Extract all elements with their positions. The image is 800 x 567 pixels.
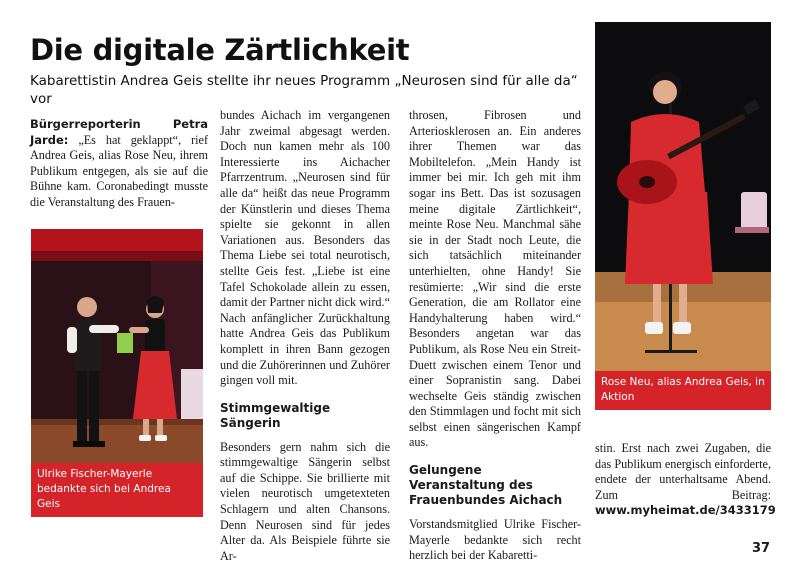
subtitle: Kabarettistin Andrea Geis stellte ihr neues Programm „Neurosen sind für alle da“ vor: [30, 73, 578, 107]
column-1-text: „Es hat geklappt“, rief Andrea Geis, alias Rose Neu, ihrem Publikum entgegen, als sie auf die Bühne kam. Coronabedingt musste die Veranstaltung des Frauen-: [30, 132, 209, 209]
photo-thanks-caption: Ulrike Fischer-Mayerle bedankte sich bei Andrea Geis: [31, 463, 203, 517]
column-2-text-1: bundes Aichach im vergangenen Jahr zweimal abgesagt werden. Doch nun kamen mehr als 100 Interessierte ins Aichacher Pfarrzentrum. „Neurosen sind für alle da“ heißt das neue Programm der Künstlerin und dieses Thema spielte sie gekonnt in allen Variationen aus. Besonders das Thema Liebe sei total neurotisch, stellte Geis fest. „Liebe ist eine Tafel Schokolade allein zu essen, damit der Partner nicht dick wird.“ Nach anfänglicher Zurückhaltung hatte Andrea Geis das Publikum komplett in ihren Bann gezogen und die Zuhörerinnen und Zuhörer gingen voll mit.: [220, 108, 390, 388]
column-3-text-1: throsen, Fibrosen und Arteriosklerosen an. Ein anderes ihrer Themen war das Mobiltelefon. „Mein Handy ist immer bei mir. Ich geh mit ihm sogar ins Bett. Das ist sozusagen meine digitale Zärtlichkeit“, meinte Rose Neu. Manchmal sähe sie in der Stadt noch Leute, die sich tatsächlich miteinander unterhielten, ohne Handy! Sie resümierte: „Wir sind die erste Generation, die am Rollator eine Handyhalterung haben wird.“ Besonders angetan war das Publikum, als Rose Neu ein Streit-Duett zwischen einem Tenor und einer Sopranistin sang. Dabei wechselte Geis ständig zwischen den Stimmlagen und focht mit sich selbst einen sängerischen Kampf aus.: [409, 108, 581, 450]
article-column-4: [595, 441, 776, 519]
article-link[interactable]: www.myheimat.de/3433179: [595, 503, 776, 518]
column-4-text: stin. Erst nach zwei Zugaben, die das Publikum energisch einforderte, endete der unterhaltsame Abend. Zum Beitrag:: [595, 441, 771, 502]
photo-performance-caption: Rose Neu, alias Andrea Geis, in Aktion: [595, 371, 771, 410]
article-column-2: [220, 108, 390, 564]
photo-thanks: [31, 229, 203, 517]
column-2-text-2: Besonders gern nahm sich die stimmgewaltige Sängerin selbst auf die Schippe. Sie brillierte mit vielen neurotisch umgetexteten Schlagern und alten Chansons. Denn Neurosen sind für jedes Alter da. Als Beispiele führte sie Ar-: [220, 439, 390, 563]
subhead-gelungene-veranstaltung: Gelungene Veranstaltung des Frauenbundes Aichach: [409, 463, 563, 508]
photo-performance: [595, 22, 771, 410]
byline: Bürgerreporterin Petra Jarde:: [30, 117, 208, 147]
photo-performance-image: [595, 22, 771, 410]
article-column-1: [30, 117, 208, 211]
column-3-text-2: Vorstandsmitglied Ulrike Fischer-Mayerle bedankte sich recht herzlich bei der Kabaretti-: [409, 517, 581, 563]
headline: Die digitale Zärtlichkeit: [30, 33, 410, 67]
article-column-3: [409, 108, 581, 564]
page-number: 37: [752, 541, 771, 556]
subhead-stimmgewaltige-saengerin: Stimmgewaltige Sängerin: [220, 400, 331, 430]
